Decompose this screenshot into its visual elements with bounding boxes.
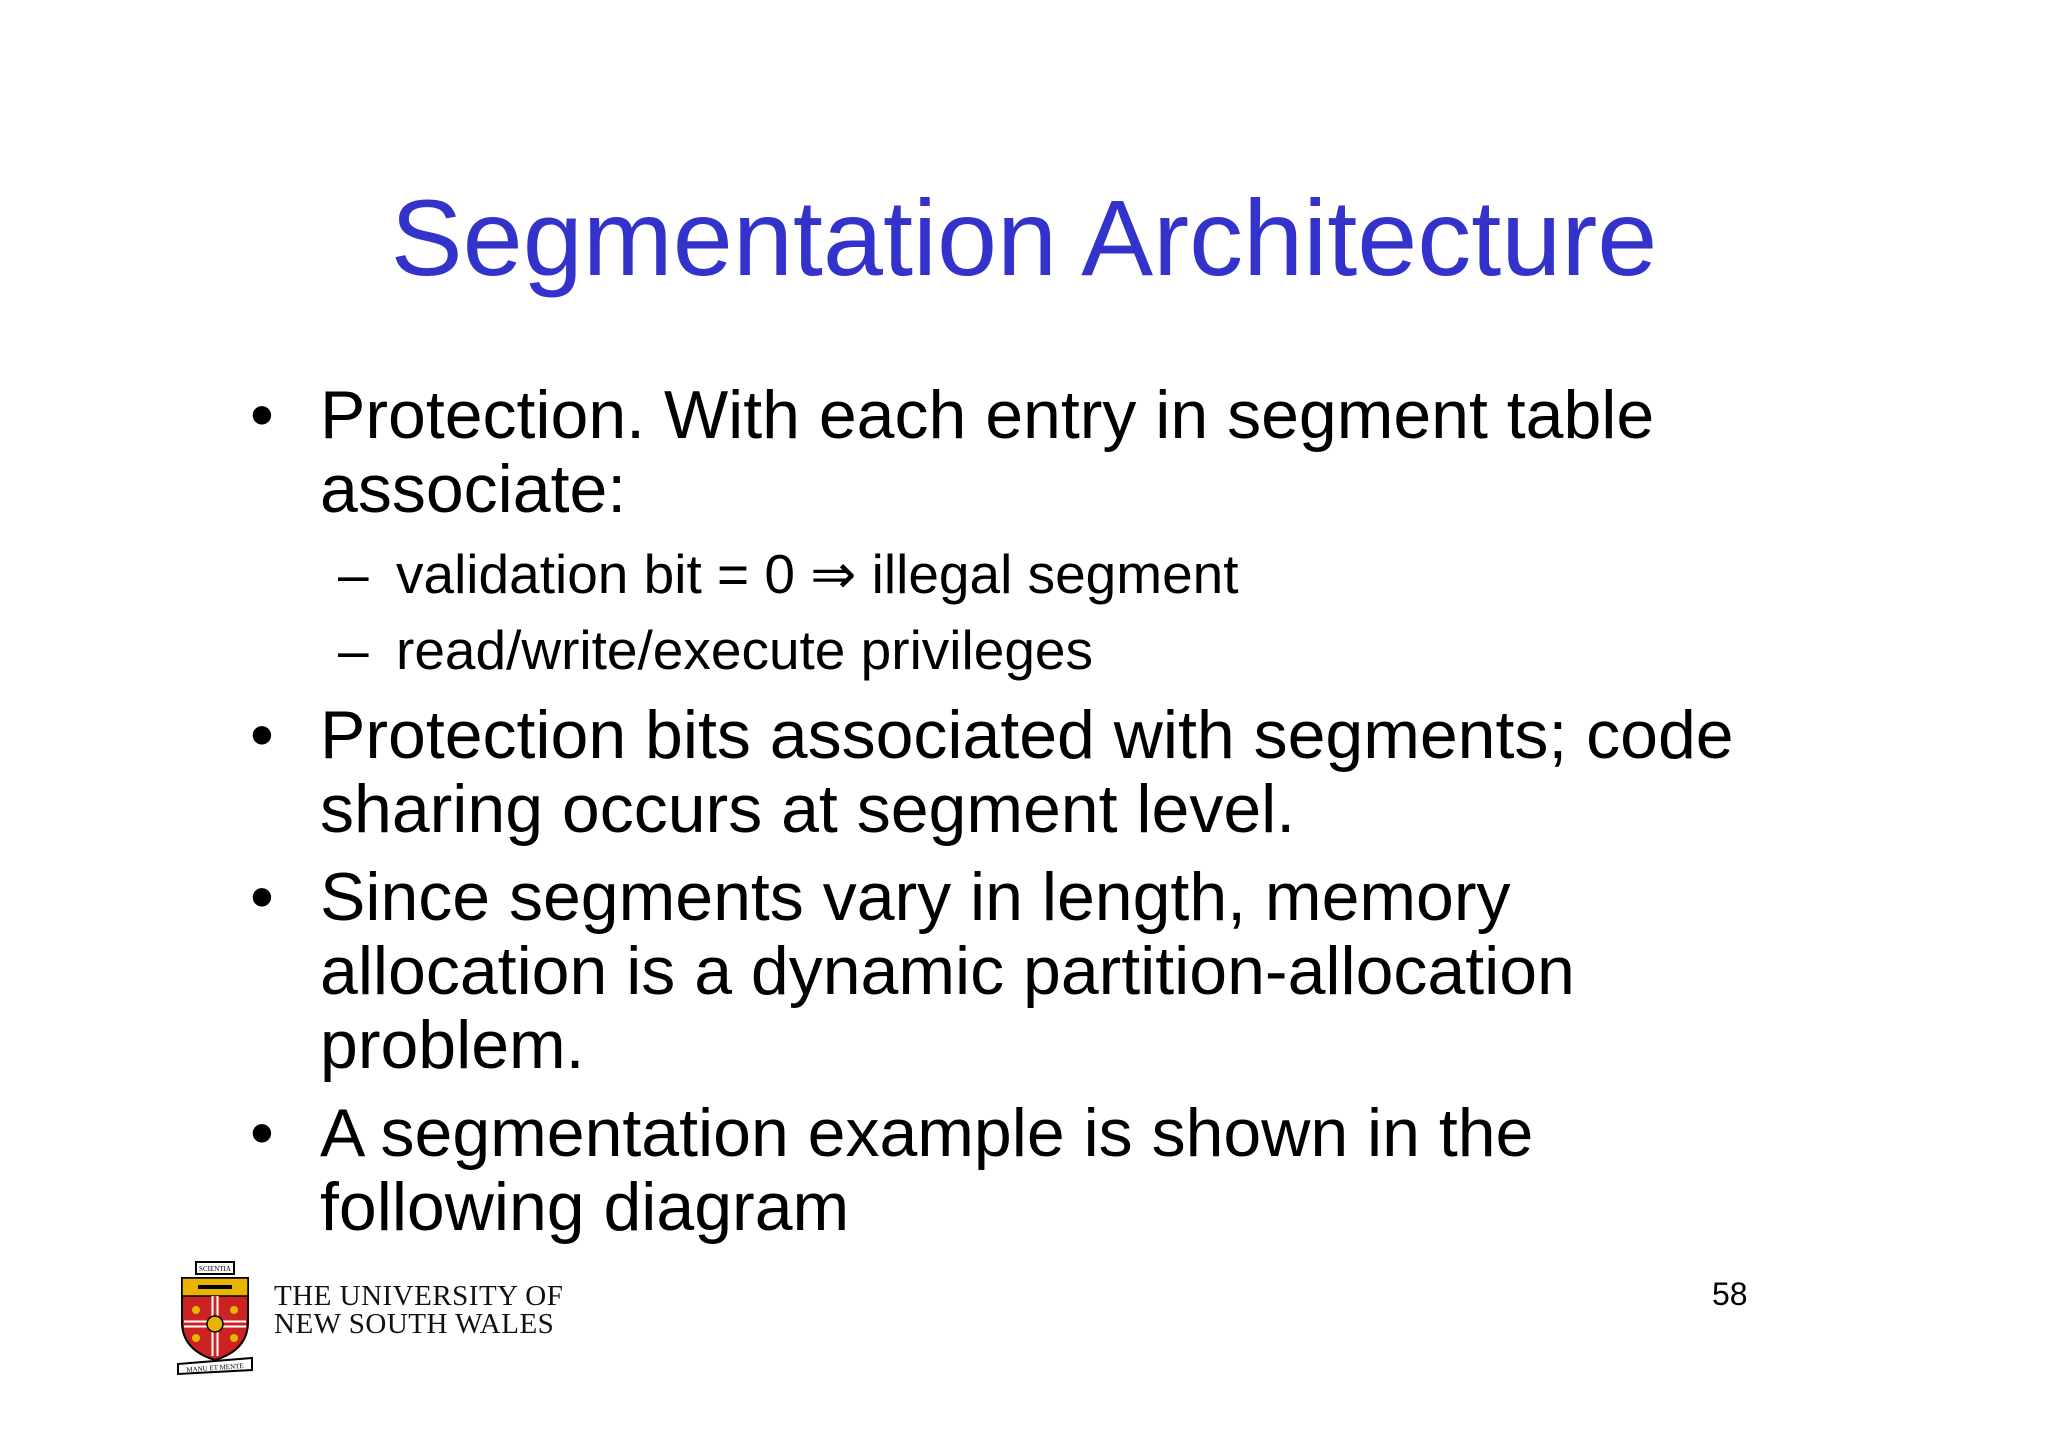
- bullet-line: associate:: [320, 451, 627, 527]
- bullet-icon: •: [250, 1095, 274, 1171]
- bullet-icon: •: [250, 697, 274, 773]
- university-name-line: THE UNIVERSITY OF: [274, 1280, 564, 1312]
- crest-star-icon: [192, 1334, 200, 1342]
- bullet-line: A segmentation example is shown in the: [320, 1095, 1534, 1171]
- dash-icon: –: [338, 543, 369, 605]
- bullet-line: allocation is a dynamic partition-allocation: [320, 933, 1575, 1009]
- sub-bullet-text: validation bit = 0 ⇒ illegal segment: [396, 543, 1239, 605]
- bullet-line: sharing occurs at segment level.: [320, 771, 1296, 847]
- university-crest-icon: [176, 1260, 254, 1376]
- university-name-line: NEW SOUTH WALES: [274, 1308, 555, 1340]
- crest-top-banner-text: SCIENTIA: [199, 1265, 231, 1273]
- bullet-item: [250, 378, 1810, 526]
- bullet-item: [250, 860, 1810, 1082]
- crest-lion-icon: [207, 1316, 223, 1332]
- bullet-line: problem.: [320, 1007, 585, 1083]
- crest-star-icon: [230, 1334, 238, 1342]
- sub-bullet-text: read/write/execute privileges: [396, 619, 1094, 681]
- bullet-item: [250, 698, 1810, 846]
- bullet-line: Protection. With each entry in segment table: [320, 377, 1655, 453]
- slide-title: Segmentation Architecture: [390, 177, 1658, 298]
- bullet-line: following diagram: [320, 1169, 850, 1245]
- university-name: [274, 1282, 563, 1338]
- bullet-icon: •: [250, 377, 274, 453]
- dash-icon: –: [338, 619, 369, 681]
- crest-star-icon: [230, 1306, 238, 1314]
- bullet-line: Protection bits associated with segments; code: [320, 697, 1734, 773]
- bullet-list: [250, 378, 1810, 1258]
- bullet-item: [250, 1096, 1810, 1244]
- sub-bullet-item: [250, 612, 1810, 688]
- crest-bottom-banner-text: MANU ET MENTE: [186, 1362, 244, 1374]
- crest-star-icon: [192, 1306, 200, 1314]
- bullet-icon: •: [250, 859, 274, 935]
- sub-bullet-item: [250, 536, 1810, 612]
- sub-bullet-list: [250, 536, 1810, 688]
- bullet-line: Since segments vary in length, memory: [320, 859, 1511, 935]
- page-number: 58: [1712, 1276, 1748, 1312]
